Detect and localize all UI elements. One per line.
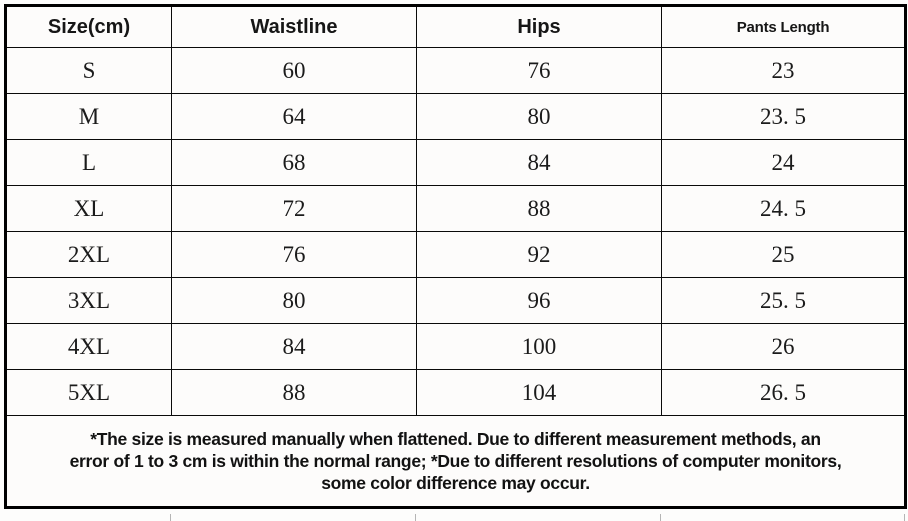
cell-size: S	[6, 48, 172, 94]
cell-size: 4XL	[6, 324, 172, 370]
table-row-2xl	[6, 232, 906, 278]
header-cell-size: Size(cm)	[6, 6, 172, 48]
cell-pants-length: 26. 5	[662, 370, 906, 416]
cell-waistline: 72	[172, 186, 417, 232]
cell-hips: 104	[417, 370, 662, 416]
cell-pants-length: 24. 5	[662, 186, 906, 232]
cell-waistline: 80	[172, 278, 417, 324]
footnote-line-2: error of 1 to 3 cm is within the normal range; *Due to different resolutions of computer monitors,	[69, 451, 842, 471]
gridline	[904, 514, 905, 521]
gridline	[170, 514, 171, 521]
cell-pants-length: 25	[662, 232, 906, 278]
header-cell-waistline: Waistline	[172, 6, 417, 48]
cell-waistline: 84	[172, 324, 417, 370]
cell-size: M	[6, 94, 172, 140]
next-row-sliver	[0, 514, 908, 521]
cell-hips: 80	[417, 94, 662, 140]
cell-pants-length: 23. 5	[662, 94, 906, 140]
cell-hips: 84	[417, 140, 662, 186]
cell-hips: 92	[417, 232, 662, 278]
table-row-5xl	[6, 370, 906, 416]
size-chart-table	[4, 4, 907, 509]
cell-size: 2XL	[6, 232, 172, 278]
gridline	[660, 514, 661, 521]
footnote-line-3: some color difference may occur.	[321, 473, 590, 493]
header-cell-pants-length: Pants Length	[662, 6, 906, 48]
cell-size: 3XL	[6, 278, 172, 324]
cell-pants-length: 23	[662, 48, 906, 94]
cell-hips: 88	[417, 186, 662, 232]
table-row-3xl	[6, 278, 906, 324]
table-row-m	[6, 94, 906, 140]
table-row-l	[6, 140, 906, 186]
cell-hips: 100	[417, 324, 662, 370]
measurement-disclaimer	[6, 416, 906, 508]
cell-waistline: 88	[172, 370, 417, 416]
cell-pants-length: 25. 5	[662, 278, 906, 324]
cell-size: XL	[6, 186, 172, 232]
header-cell-hips: Hips	[417, 6, 662, 48]
cell-waistline: 76	[172, 232, 417, 278]
cell-hips: 76	[417, 48, 662, 94]
cell-size: 5XL	[6, 370, 172, 416]
cell-waistline: 68	[172, 140, 417, 186]
cell-pants-length: 26	[662, 324, 906, 370]
table-row-s	[6, 48, 906, 94]
table-row-xl	[6, 186, 906, 232]
gridline	[415, 514, 416, 521]
cell-waistline: 64	[172, 94, 417, 140]
footnote-line-1: *The size is measured manually when flattened. Due to different measurement methods, an	[90, 429, 821, 449]
cell-pants-length: 24	[662, 140, 906, 186]
cell-hips: 96	[417, 278, 662, 324]
header-row	[6, 6, 906, 48]
footnote-row	[6, 416, 906, 508]
table-row-4xl	[6, 324, 906, 370]
cell-waistline: 60	[172, 48, 417, 94]
cell-size: L	[6, 140, 172, 186]
